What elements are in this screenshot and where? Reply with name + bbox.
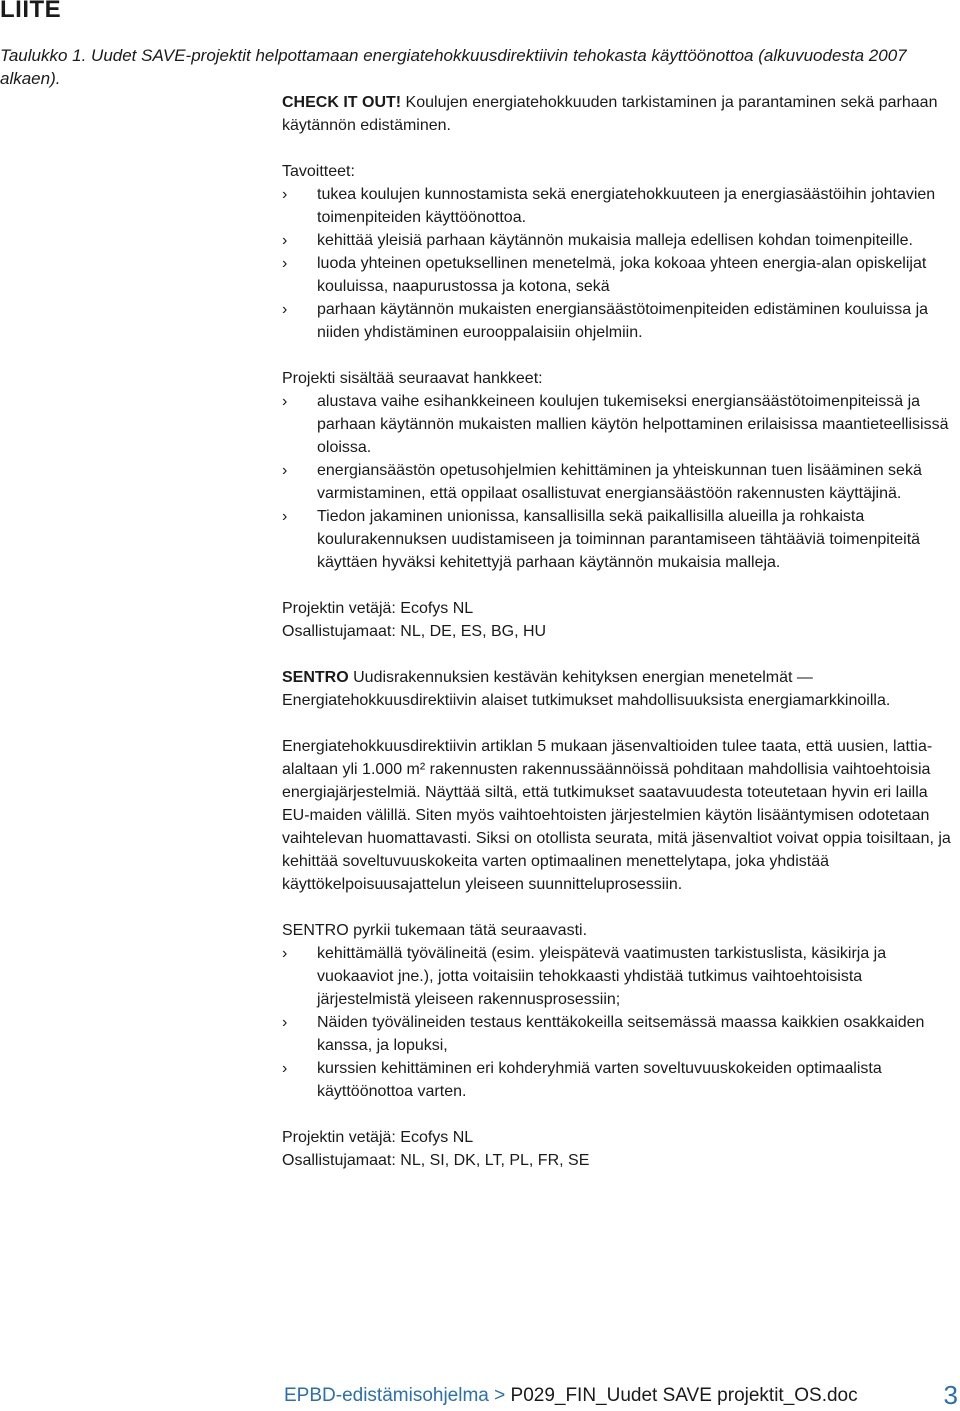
list-item: › tukea koulujen kunnostamista sekä energiatehokkuuteen ja energiasäästöihin johtavien toimenpiteiden käyttöönottoa. xyxy=(282,183,957,229)
checkitout-description: Koulujen energiatehokkuuden tarkistaminen ja parantaminen sekä parhaan käytännön edistäminen. xyxy=(282,94,938,134)
participant-countries: Osallistujamaat: NL, SI, DK, LT, PL, FR, SE xyxy=(282,1152,590,1169)
project-leader: Projektin vetäjä: Ecofys NL xyxy=(282,1129,474,1146)
list-item: › energiansäästön opetusohjelmien kehittäminen ja yhteiskunnan tuen lisääminen sekä varmistaminen, että oppilaat osallistuvat energiansäästöön rakennusten käyttäjinä. xyxy=(282,459,957,505)
page-footer xyxy=(284,1384,858,1408)
sentro-aims-list xyxy=(282,942,957,1103)
page-heading: LIITE xyxy=(0,0,62,23)
bullet-chevron-icon: › xyxy=(282,1060,288,1077)
checkitout-intro xyxy=(282,91,957,137)
sentro-aims-heading: SENTRO pyrkii tukemaan tätä seuraavasti. xyxy=(282,922,588,939)
project-name-checkitout: CHECK IT OUT! xyxy=(282,94,402,111)
list-item: › alustava vaihe esihankkeineen koulujen tukemiseksi energiansäästötoimenpiteissä ja parhaan käytännön mukaisten mallien käytön helpottaminen erilaisissa maantieteellisissä oloissa. xyxy=(282,390,957,459)
bullet-chevron-icon: › xyxy=(282,462,288,479)
list-item: › kurssien kehittäminen eri kohderyhmiä varten soveltuvuuskokeiden optimaalista käyttöönottoa varten. xyxy=(282,1057,957,1103)
bullet-chevron-icon: › xyxy=(282,301,288,318)
bullet-chevron-icon: › xyxy=(282,945,288,962)
page-number: 3 xyxy=(943,1380,958,1410)
bullet-chevron-icon: › xyxy=(282,1014,288,1031)
bullet-chevron-icon: › xyxy=(282,255,288,272)
footer-breadcrumb-link[interactable]: EPBD-edistämisohjelma xyxy=(284,1385,489,1406)
bullet-chevron-icon: › xyxy=(282,508,288,525)
projects-list xyxy=(282,390,957,574)
list-item: › Tiedon jakaminen unionissa, kansallisilla sekä paikallisilla alueilla ja rohkaista koulurakennuksen uudistamiseen ja toiminnan parantamiseen tähtääviä toimenpiteitä käyttäen hyväksi kehitettyjä parhaan käytännön mukaisia malleja. xyxy=(282,505,957,574)
goals-heading: Tavoitteet: xyxy=(282,163,355,180)
list-item: › luoda yhteinen opetuksellinen menetelmä, joka kokoaa yhteen energia-alan opiskelijat kouluissa, naapurustossa ja kotona, sekä xyxy=(282,252,957,298)
footer-filename: P029_FIN_Uudet SAVE projektit_OS.doc xyxy=(510,1385,858,1406)
sentro-intro xyxy=(282,666,957,712)
projects-heading: Projekti sisältää seuraavat hankkeet: xyxy=(282,370,543,387)
goals-list xyxy=(282,183,957,344)
sentro-description: Uudisrakennuksien kestävän kehityksen energian menetelmät — Energiatehokkuusdirektiivin alaiset tutkimukset mahdollisuuksista energiamarkkinoilla. xyxy=(282,669,891,709)
list-item: › Näiden työvälineiden testaus kenttäkokeilla seitsemässä maassa kaikkien osakkaiden kanssa, ja lopuksi, xyxy=(282,1011,957,1057)
bullet-chevron-icon: › xyxy=(282,186,288,203)
table-caption: Taulukko 1. Uudet SAVE-projektit helpottamaan energiatehokkuusdirektiivin tehokasta käyttöönottoa (alkuvuodesta 2007 alkaen). xyxy=(0,46,907,88)
list-item: › kehittämällä työvälineitä (esim. yleispätevä vaatimusten tarkistuslista, käsikirja ja vuokaaviot jne.), jotta voitaisiin tehokkaasti yhdistää tutkimus vaihtoehtoisista järjestelmistä yleiseen rakennusprosessiin; xyxy=(282,942,957,1011)
list-item: › parhaan käytännön mukaisten energiansäästötoimenpiteiden edistäminen kouluissa ja niiden yhdistäminen eurooppalaisiin ohjelmiin. xyxy=(282,298,957,344)
project-leader: Projektin vetäjä: Ecofys NL xyxy=(282,600,474,617)
participant-countries: Osallistujamaat: NL, DE, ES, BG, HU xyxy=(282,623,547,640)
bullet-chevron-icon: › xyxy=(282,393,288,410)
bullet-chevron-icon: › xyxy=(282,232,288,249)
document-body xyxy=(282,91,957,1172)
project-name-sentro: SENTRO xyxy=(282,669,349,686)
list-item: › kehittää yleisiä parhaan käytännön mukaisia malleja edellisen kohdan toimenpiteille. xyxy=(282,229,957,252)
breadcrumb-separator: > xyxy=(488,1385,511,1406)
sentro-paragraph: Energiatehokkuusdirektiivin artiklan 5 mukaan jäsenvaltioiden tulee taata, että uusien, lattia-alaltaan yli 1.000 m² rakennusten rakennussäännöissä pohditaan mahdollisia vaihtoehtoisia energiajärjestelmiä. Näyttää siltä, että tutkimukset saatavuudesta toteutetaan hyvin eri lailla EU-maiden välillä. Siten myös vaihtoehtoisten järjestelmien käytön lisääntymisen odotetaan vaihtelevan huomattavasti. Siksi on otollista seurata, mitä jäsenvaltiot voivat oppia toisiltaan, ja kehittää soveltuvuuskokeita varten optimaalinen menettelytapa, joka yhdistää käyttökelpoisuusajattelun yleiseen suunnitteluprosessiin. xyxy=(282,738,951,893)
